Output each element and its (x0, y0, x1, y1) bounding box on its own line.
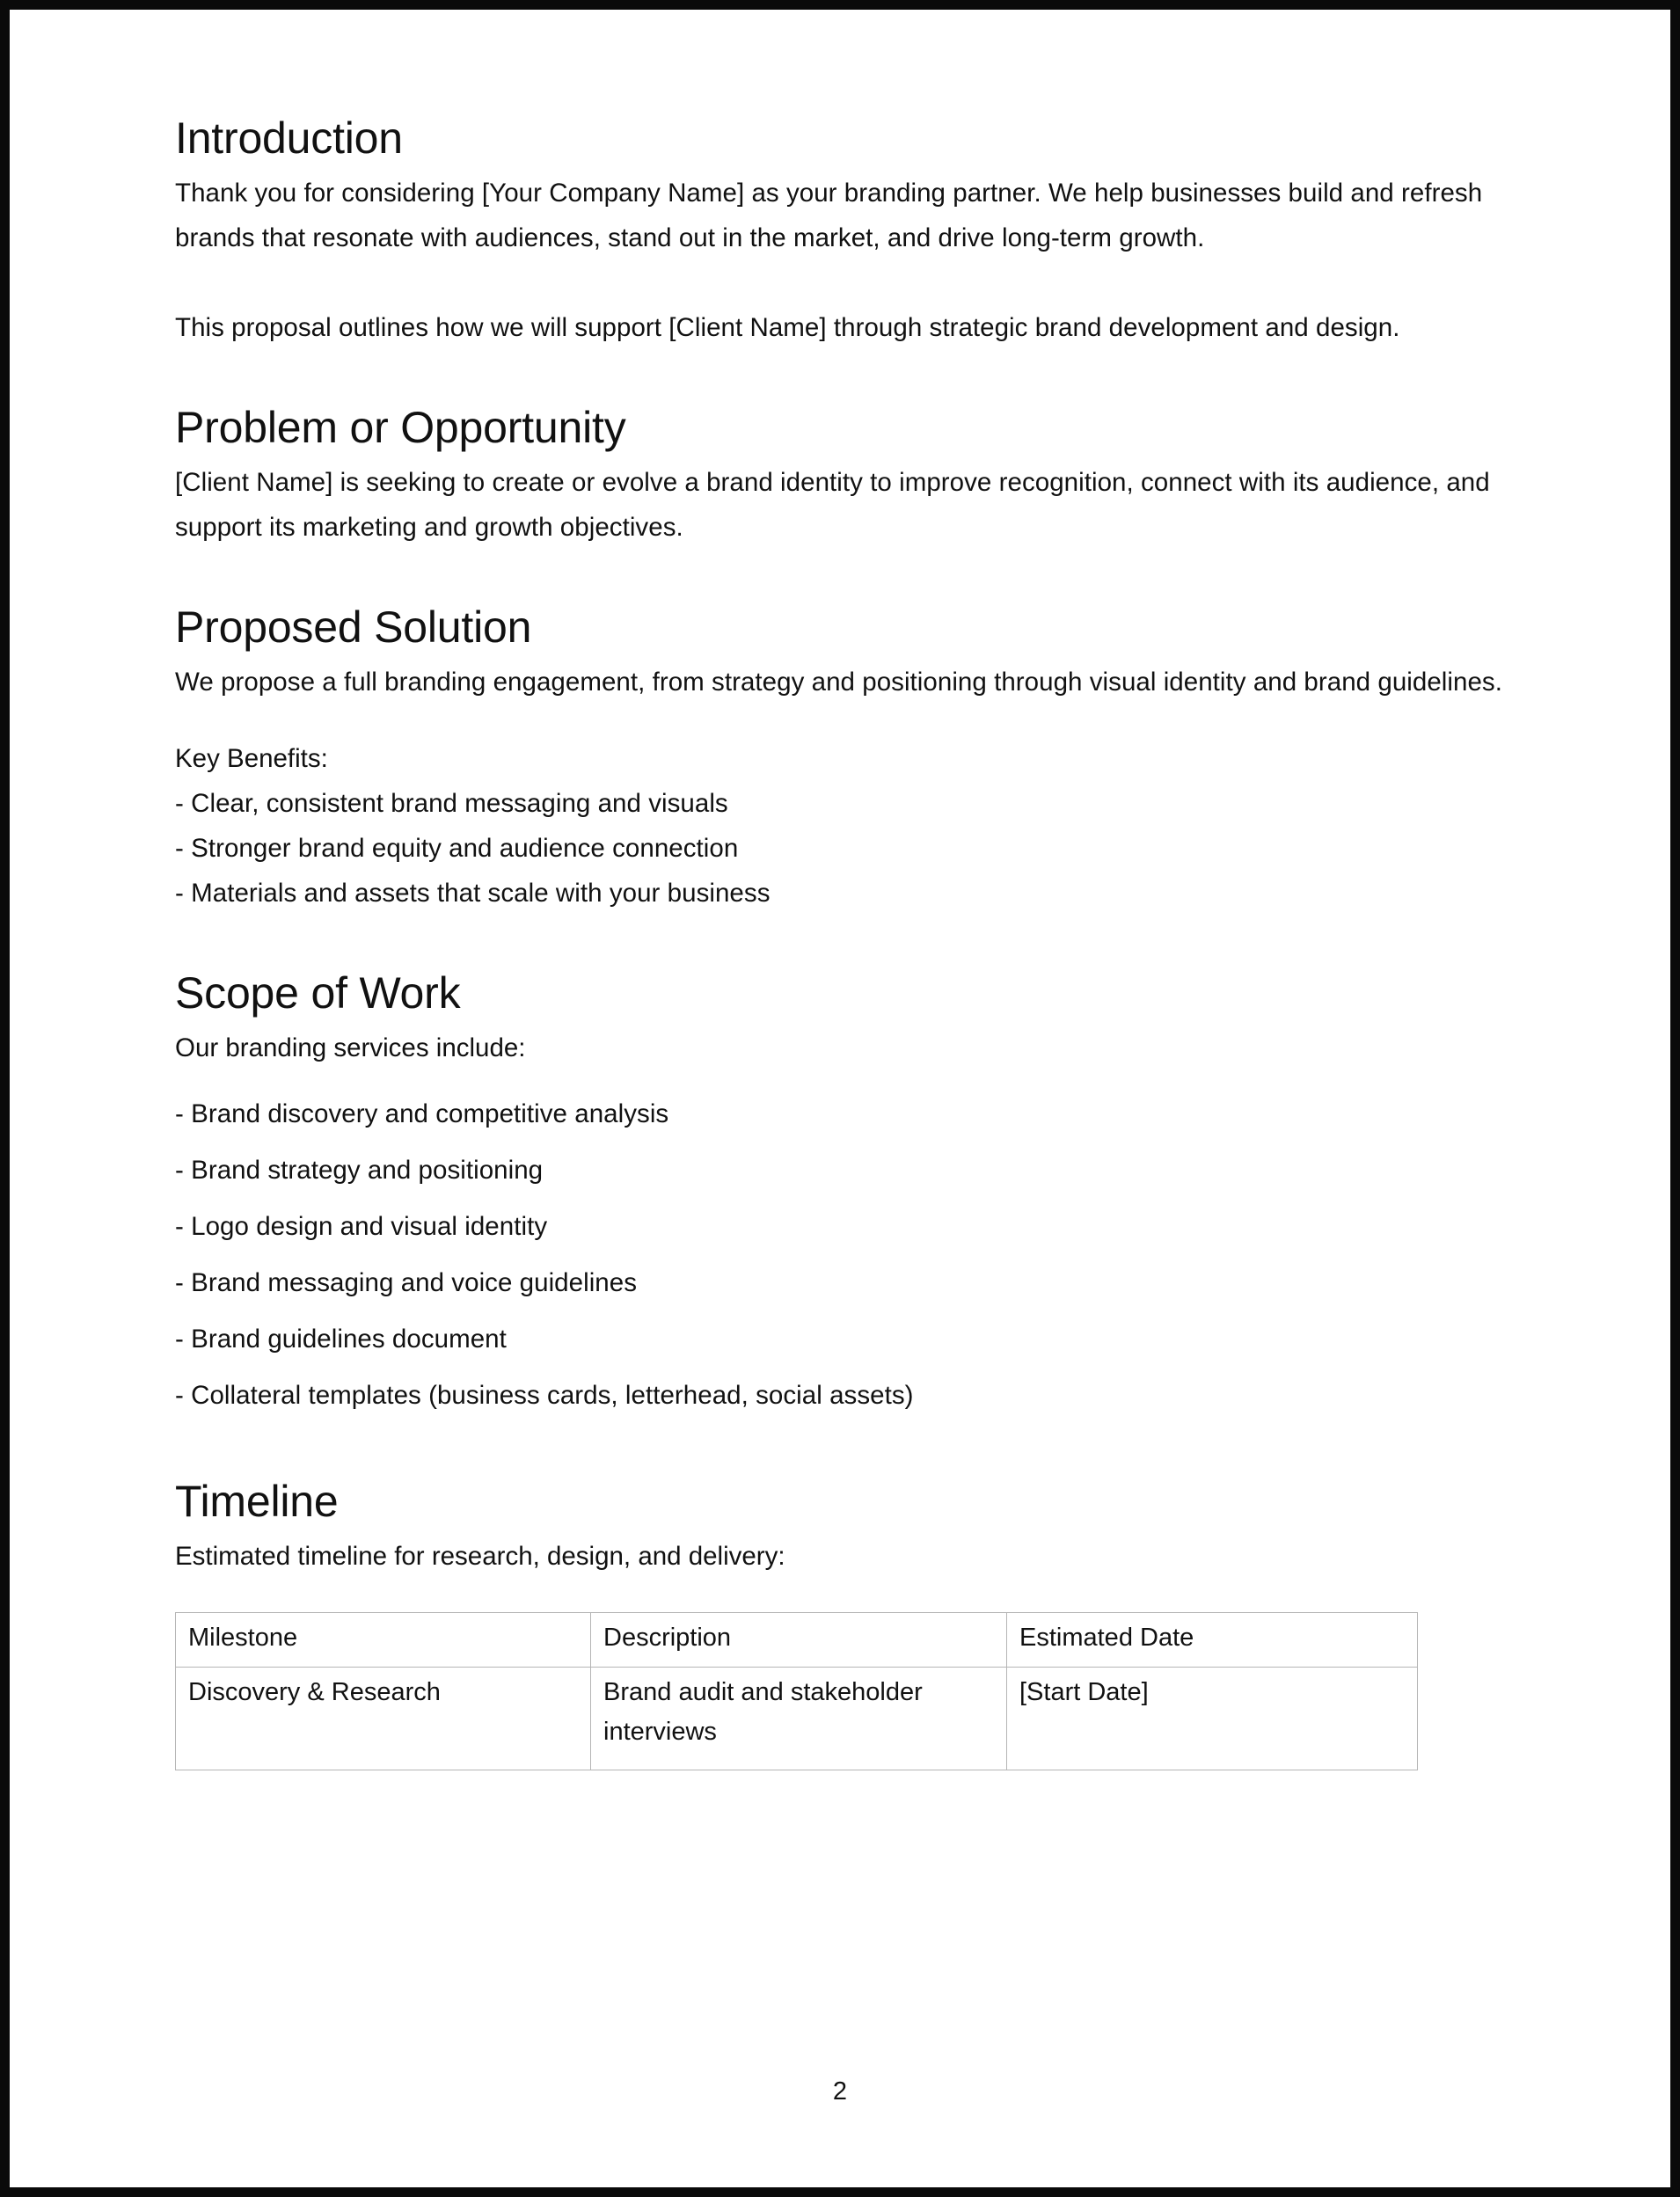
key-benefits-label: Key Benefits: (175, 744, 328, 773)
scope-of-work-intro: Our branding services include: (175, 1033, 526, 1062)
document-body (175, 115, 1505, 1770)
list-item: - Collateral templates (business cards, letterhead, social assets) (175, 1381, 914, 1410)
table-header-milestone: Milestone (176, 1613, 591, 1668)
proposed-solution-paragraph-1: We propose a full branding engagement, from strategy and positioning through visual identity and brand guidelines. (175, 668, 1502, 697)
table-cell-description: Brand audit and stakeholder interviews (591, 1668, 1007, 1770)
scope-of-work-list (175, 1086, 1505, 1424)
list-item: - Logo design and visual identity (175, 1212, 548, 1241)
introduction-paragraph-2: This proposal outlines how we will support [Client Name] through strategic brand development and design. (175, 313, 1400, 342)
heading-introduction: Introduction (175, 113, 403, 163)
heading-proposed-solution: Proposed Solution (175, 602, 532, 652)
list-item: - Brand discovery and competitive analysis (175, 1099, 669, 1128)
table-cell-estimated-date: [Start Date] (1007, 1668, 1418, 1770)
timeline-intro: Estimated timeline for research, design, and delivery: (175, 1542, 785, 1571)
list-item: - Stronger brand equity and audience connection (175, 834, 739, 863)
spacer (175, 704, 1505, 736)
key-benefits-list (175, 781, 1505, 916)
table-header-description: Description (591, 1613, 1007, 1668)
heading-problem-or-opportunity: Problem or Opportunity (175, 403, 626, 452)
list-item: - Brand guidelines document (175, 1325, 507, 1354)
spacer (175, 1070, 1505, 1086)
list-item: - Brand strategy and positioning (175, 1156, 544, 1185)
table-header-estimated-date: Estimated Date (1007, 1613, 1418, 1668)
page-number: 2 (832, 2077, 848, 2106)
heading-timeline: Timeline (175, 1477, 339, 1526)
table-row (176, 1668, 1418, 1770)
table-cell-milestone: Discovery & Research (176, 1668, 591, 1770)
page-content-sheet (10, 10, 1670, 2187)
introduction-paragraph-1: Thank you for considering [Your Company Name] as your branding partner. We help businesses build and refresh brands that resonate with audiences, stand out in the market, and drive long-term growth. (175, 179, 1483, 252)
problem-paragraph-1: [Client Name] is seeking to create or evolve a brand identity to improve recognition, connect with its audience, and support its marketing and growth objectives. (175, 468, 1490, 542)
list-item: - Clear, consistent brand messaging and visuals (175, 789, 728, 818)
table-header-row (176, 1613, 1418, 1668)
list-item: - Materials and assets that scale with your business (175, 879, 771, 908)
timeline-table (175, 1612, 1418, 1770)
list-item: - Brand messaging and voice guidelines (175, 1268, 638, 1297)
heading-scope-of-work: Scope of Work (175, 968, 461, 1018)
